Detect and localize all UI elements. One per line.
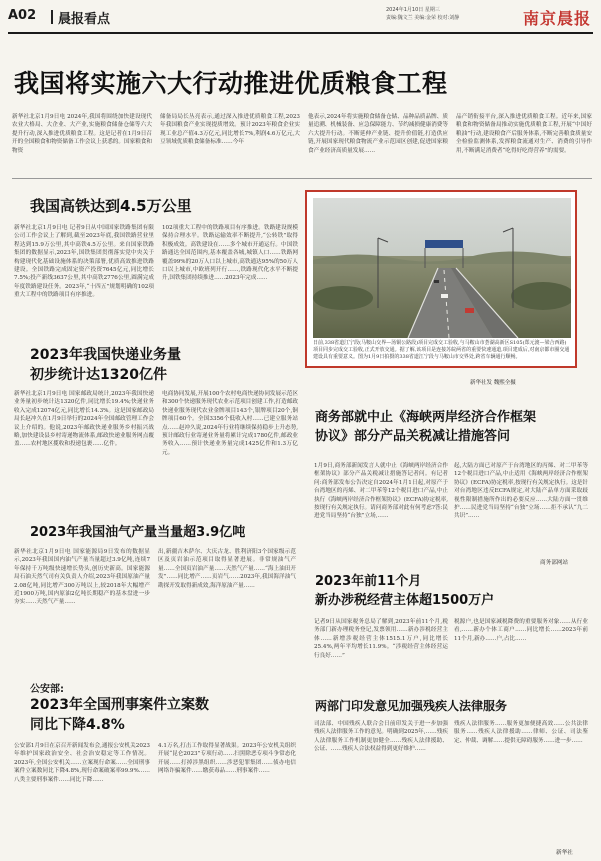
lead-col-1: 新华社北京1月9日电 2024年,我国将围绕加快建设现代农业大格局、大企业、大产业,实施粮食储备仓储等六大提升行动,深入推进优质粮食工程。这是记者在1月9日召开的全国粮食和物资储备工作会议上获悉的。国家粮食和物资 <box>12 114 152 154</box>
oil-col-1: 新华社北京1月9日电 国家能源局9日发布的数据显示,2023年我国国内油气产量当量超过3.9亿吨,连续7年保持千万吨级快速增长势头,创历史新高。国家能源局石油天然气司有关负责人介绍,2023年我国原油产量2.08亿吨,同比增产300万吨以上,较2018年大幅增产近1900万吨,国内原油2亿吨长期稳产的基本盘进一步夯实……天然气产量…… <box>14 549 150 606</box>
crime-col-2: 4.1万名,打击工作取得显著战果。2023年公安机关组织开展“昆仑2023”专项行动……扫黑除恶专项斗争常态化开展……打掉涉黑组织……涉恶犯罪集团……侦办电信网络诈骗案件……缴获毒品……刑事案件…… <box>158 743 296 775</box>
issue-editors: 责编:魏文兰 美编:金荣 校对:刘静 <box>386 15 460 21</box>
news-photo-frame <box>305 190 577 368</box>
section-name: 晨报看点 <box>58 12 111 27</box>
tax-col-1: 记者9日从国家税务总局了解到,2023年前11个月,税务部门新办理税务登记,发票领用……新办涉税经营主体……新增涉税经营主体1515.1万户,同比增长25.4%,两年平均增长11.9%。“涉税经营主体经营运行良好……” <box>314 619 448 659</box>
masthead-logo: 南京晨报 <box>522 9 591 28</box>
express-headline-line2: 初步统计达1320亿件 <box>30 367 167 383</box>
oil-col-2: 出,新疆吉木萨尔、大庆古龙、胜利济阳3个国家级示范区及页岩油示范项目取得显著进展。非常规油气产量……全国页岩油产量……天然气产量……“海上油田开发”……同比增产……页岩气……2023年,我国海洋油气勘探开发取得新成效,海洋原油产量…… <box>158 549 296 589</box>
tax-headline <box>315 572 494 610</box>
trade-headline <box>315 408 536 446</box>
crime-headline <box>30 695 209 735</box>
express-headline-line1: 2023年我国快递业务量 <box>30 347 181 363</box>
express-col-2: 电商协同发展,开展100个农村电商快递协同发展示范区和300个快递服务现代农业示范项目创建工作,打造邮政快递业服务现代农业金牌项目143个,银牌项目20个,铜牌项目60个。全国3356个低收入村……已建立服务站点……赵冲久说,2024年行业将继续保持稳步上升态势,预计邮政行业寄递业务量将累计完成1780亿件,邮政业务收入……预计快递业务量完成1425亿件和1.3万亿元。 <box>162 391 298 456</box>
oil-headline: 2023年我国油气产量当量超3.9亿吨 <box>30 525 246 540</box>
law-headline: 两部门印发意见加强残疾人法律服务 <box>315 699 508 713</box>
rail-headline: 我国高铁达到4.5万公里 <box>30 197 192 215</box>
trade-col-1: 1月9日,商务部新闻发言人就中止《海峡两岸经济合作框架协议》部分产品关税减让措施答记者问。有记者问:商务部发布公告决定自2024年1月1日起,对原产于台湾地区的丙烯、对二甲苯等12个税目进口产品,中止执行《海峡两岸经济合作框架协议》(ECFA)协定税率,按现行有关规定执行。请问商务部对此有何考虑?答:民进党当局坚持“台独”立场,…… <box>314 463 448 520</box>
rail-col-1: 新华社北京1月9日电 记者9日从中国国家铁路集团有限公司工作会议上了解到,截至2023年底,我国铁路营业里程达到15.9万公里,其中高铁4.5万公里。来自国家铁路集团的数据显示,2023年,国铁集团贯彻落实党中央关于构建现代化基础设施体系的决策部署,优质高效推进铁路建设。全国铁路完成固定资产投资7645亿元,同比增长7.5%;投产新线3637公里,其中高铁2776公里,圆满完成年度铁路建设任务。2023年,“十四五”规划明确的102项重大工程中的铁路项目有序推进。 <box>14 225 154 299</box>
section-divider <box>51 10 53 24</box>
tax-col-2: 税源户,也是国家减税降费的重要服务对象……从行业看,……新办个体工商户……同比增长……2023年前11个月,新办……户,占比…… <box>454 619 588 642</box>
lead-col-2: 储备局局长丛亮表示,通过深入推进优质粮食工程,2023年我国粮食产业实现提质增效。预计2023年粮食企业实现工业总产值4.3万亿元,同比增长7%,利润4.6万亿元,大豆领域优质粮食储备标准……今年 <box>160 114 300 146</box>
trade-headline-line2: 协议》部分产品关税减让措施答问 <box>315 429 511 444</box>
express-col-1: 新华社北京1月9日电 国家邮政局统计,2023年我国快递业务量初步统计达1320亿件,同比增长19.4%;快递业务收入完成12074亿元,同比增长14.3%。这是国家邮政局局长赵冲久在1月9日举行的2024年全国邮政管理工作会议上介绍的。他说,2023年邮政快递业服务乡村振兴战略,加快建设县乡村寄递物流体系,邮政快递业服务网点覆盖……农村地区揽收和投递包裹……亿件。 <box>14 391 154 448</box>
photo-caption: 日前,338省道江宁段(马鞍山交界—汤铜公路段)项目完成交工验收,与马鞍山市荟湖高新区S105(郑元渡—梁合西路)项目同步完成交工验收,正式开放交通。据了解,该项目是连接苏皖两省的重要快速通道,项目建成后,对南京都市圈交通建设具有重要意义。图为1月9日拍摄的338省道江宁段与马鞍山市交界处,跨省车辆通行顺畅。 <box>313 340 570 360</box>
photo-credit: 新华社发 魏熙全摄 <box>470 380 516 386</box>
tax-headline-line1: 2023年前11个月 <box>315 574 422 589</box>
issue-date: 2024年1月10日 星期三 <box>386 7 440 13</box>
rail-col-2: 102项重大工程中的铁路项目有序推进。铁路建设规模保持合理水平。铁路运输效率不断提升,“公转铁”取得积极成效。高铁建设在……多个城市开通运行。中国铁路通达全国范围内,基本覆盖各城,城镇人口……铁路网覆盖99%的20万人口以上城市,高铁通达95%的50万人口以上城市,中欧班列开行……,铁路现代化水平不断提升,国铁集团持续推进……2023年完成…… <box>162 225 298 282</box>
crime-col-1: 公安部1月9日在京召开新闻发布会,通报公安机关2023年维护国家政治安全、社会治安稳定等工作情况。2023年,全国公安机关……立案现行命案……全国刑事案件立案数同比下降4.8%,现行命案破案率99.9%……八类主要刑事案件……同比下降…… <box>14 743 150 783</box>
issue-meta <box>386 6 459 22</box>
section-number: A02 <box>8 8 37 23</box>
highway-photo <box>313 198 571 338</box>
highway-photo-art <box>313 198 571 338</box>
trade-headline-line1: 商务部就中止《海峡两岸经济合作框架 <box>315 410 537 425</box>
main-headline: 我国将实施六大行动推进优质粮食工程 <box>14 69 448 98</box>
law-col-2: 残疾人法律服务……服务更加便捷高效……公共法律服务……残疾人法律援助……律师、公证、司法鉴定、仲裁、调解……提供无障碍服务……进一步…… <box>454 721 588 744</box>
lead-col-3: 他表示,2024年将实施粮食储备仓储、品种品质品牌、质量追溯、机械装备、应急保障能力、节约减损健康消费等六大提升行动。不断延伸产业链、提升价值链,打造供应链,开展国家现代粮食物流产业示范园区创建,促进国家粮食产业经济高质量发展…… <box>308 114 448 154</box>
crime-headline-line2: 同比下降4.8% <box>30 717 125 733</box>
express-headline <box>30 345 181 385</box>
tax-headline-line2: 新办涉税经营主体超1500万户 <box>315 593 495 608</box>
page-header <box>8 6 593 30</box>
crime-kicker: 公安部: <box>30 684 64 695</box>
trade-col-2: 起,大陆方面已对原产于台湾地区的丙烯、对二甲苯等12个税目进口产品,中止适用《海峡两岸经济合作框架协议》(ECFA)协定税率,按现行有关规定执行。这是针对台湾地区违反ECFA规定,对大陆产品单方面采取歧视性限制措施所作出的必要反应……大陆方面一贯维护……民进党当局坚持“台独”立场……拒不承认“九二共识”…… <box>454 463 588 520</box>
header-rule <box>8 32 593 34</box>
law-signoff: 新华社 <box>556 850 573 856</box>
trade-signoff: 商务部网站 <box>540 560 568 566</box>
law-col-1: 司法部、中国残疾人联合会日前印发关于进一步加强残疾人法律服务工作的意见。明确到2025年,……残疾人法律服务工作机制更加健全……残疾人法律援助、公证、……残疾人合法权益得到更好维护…… <box>314 721 448 753</box>
divider-rule <box>12 178 592 179</box>
crime-headline-line1: 2023年全国刑事案件立案数 <box>30 697 209 713</box>
lead-col-4: 品产销衔接平台,深入推进优质粮食工程。近年来,国家粮食和物资储备局推动实施优质粮食工程,开展“中国好粮油”行动,建设粮食产后服务体系,不断完善粮食质量安全检验监测体系,发挥粮食流通对生产、消费的引导作用,不断满足消费者“吃得好吃得营养”的需要。 <box>456 114 592 154</box>
